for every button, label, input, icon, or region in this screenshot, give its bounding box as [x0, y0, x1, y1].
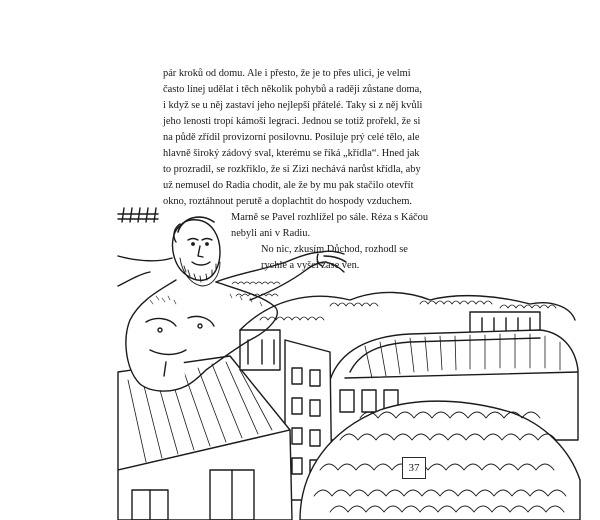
- fence-sketch: [118, 208, 158, 222]
- text-line: to prozradil, se rozkřiklo, že si Zizi nechává narůst křídla, aby: [163, 164, 421, 175]
- text-line: rychle a vyšel zase ven.: [261, 260, 360, 271]
- text-line: hlavně široký zádový sval, kterému se říká „křídla“. Hned jak: [163, 148, 420, 159]
- text-line: nebyli ani v Radiu.: [231, 228, 311, 239]
- story-text: [163, 66, 429, 274]
- text-line: pár kroků od domu. Ale i přesto, že je to přes ulici, je velmi: [163, 68, 411, 79]
- text-line: už nemusel do Radia chodit, ale že by mu pak stačilo otevřít: [163, 180, 414, 191]
- text-line: jeho lenosti tropí kámoši legraci. Jednou se totiž prořekl, že si: [163, 116, 421, 127]
- text-line: často línej udělat i těch několik pohybů a raději zůstane doma,: [163, 84, 422, 95]
- text-line: okno, roztáhnout perutě a doplachtit do hospody vzduchem.: [163, 196, 413, 207]
- text-line: na půdě zřídil provizorní posilovnu. Posiluje prý celé tělo, ale: [163, 132, 420, 143]
- text-line: Marně se Pavel rozhlížel po sále. Réza s Káčou: [231, 212, 429, 223]
- text-line: i když se u něj zastaví jeho nejlepší přátelé. Taky si z něj kvůli: [163, 100, 423, 111]
- text-line: No nic, zkusím Důchod, rozhodl se: [261, 244, 408, 255]
- paragraph-3: [163, 242, 425, 274]
- paragraph-1: [163, 66, 425, 210]
- paragraph-2: [163, 210, 429, 242]
- page-number: 37: [402, 457, 426, 479]
